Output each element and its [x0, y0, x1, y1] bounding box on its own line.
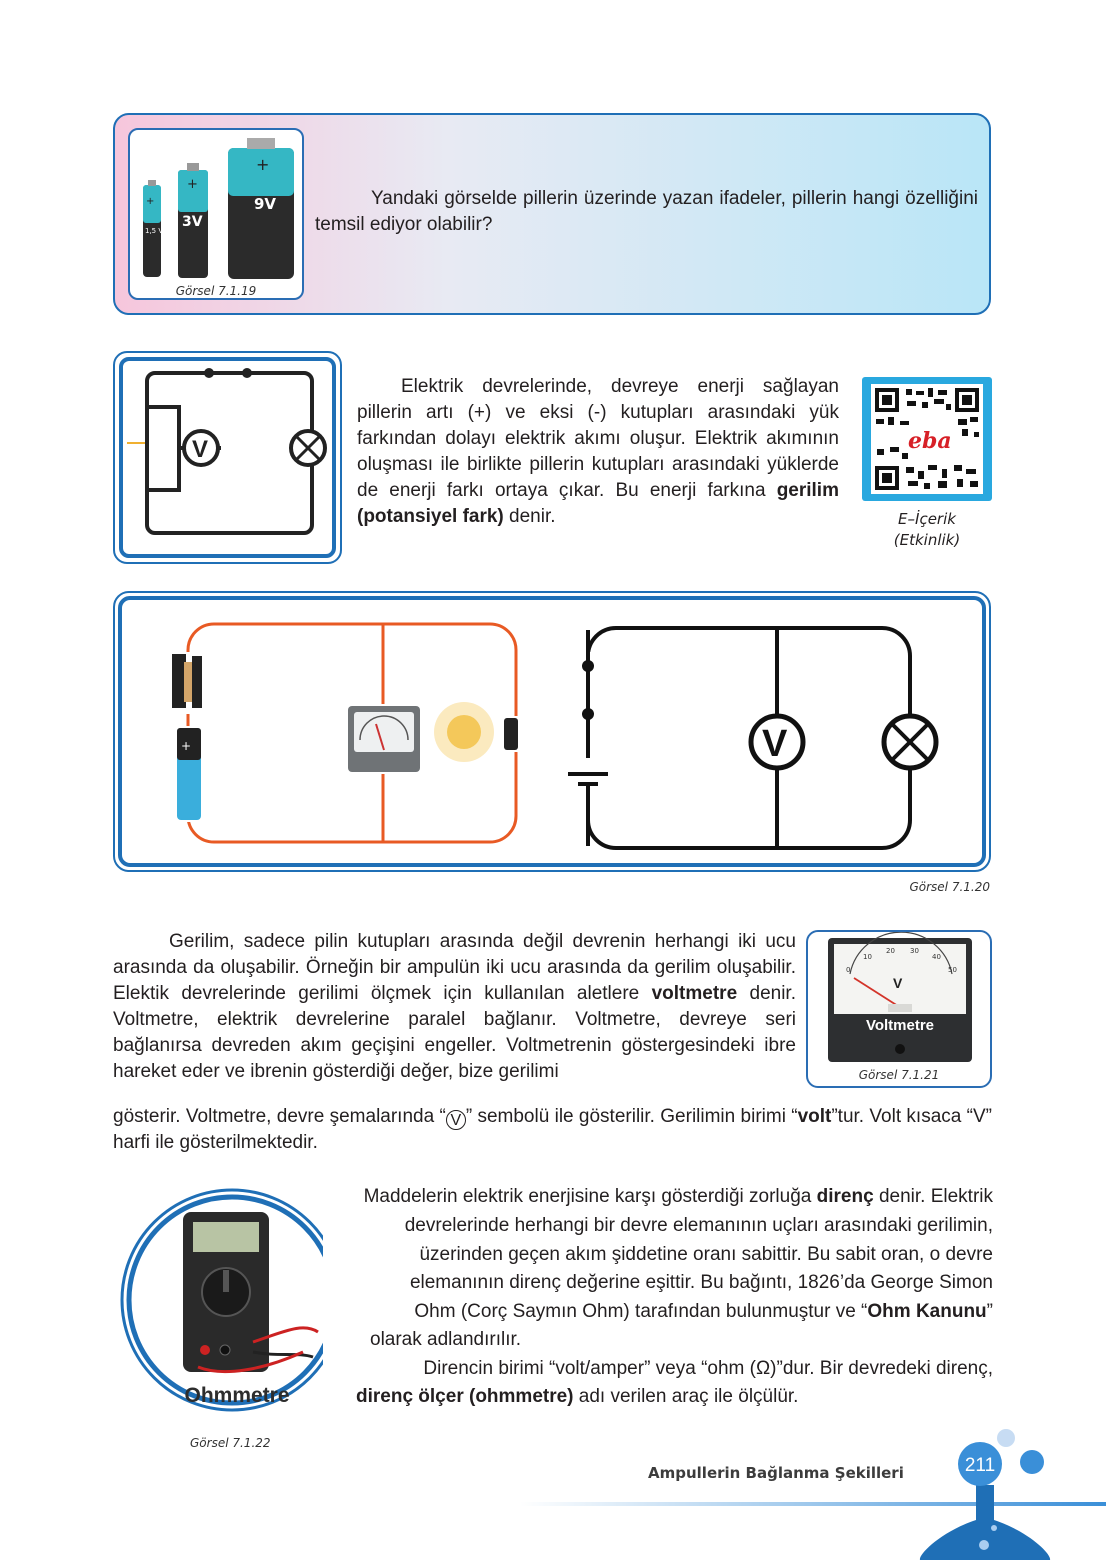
real-and-schematic-circuit	[122, 600, 982, 863]
voltmetre-paragraph-cont: gösterir. Voltmetre, devre şemalarında “ V ” sembolü ile gösterilir. Gerilimin birimi “volt”tur. Volt kısaca “V” harfi ile gösterilmektedir.	[113, 1106, 992, 1153]
inline-voltmeter-symbol: V	[446, 1110, 466, 1130]
direnc-line-5: Ohm (Corç Saymın Ohm) tarafından bulunmuştur ve “Ohm Kanunu”	[414, 1301, 993, 1322]
scale-0: 0	[846, 966, 851, 974]
scale-40: 40	[932, 953, 941, 961]
page-number: 211	[964, 1455, 996, 1476]
qr-code-graphic	[862, 377, 992, 501]
figure-caption: Görsel 7.1.22	[190, 1436, 271, 1450]
direnc-line-6: olarak adlandırılır.	[370, 1329, 522, 1350]
direnc-line-4: elemanının direnç değerine eşittir. Bu bağıntı, 1826’da George Simon	[409, 1272, 993, 1293]
battery1-label: 1,5 V	[145, 227, 164, 235]
scale-10: 10	[863, 953, 872, 961]
figure-caption: Görsel 7.1.21	[858, 1068, 940, 1082]
scale-20: 20	[886, 947, 895, 955]
qr-code[interactable]	[862, 377, 992, 501]
question-text: Yandaki görselde pillerin üzerinde yazan ifadeler, pillerin hangi özelliğini temsil ediyor olabilir?	[315, 188, 978, 235]
battery1-plus: +	[146, 196, 155, 207]
figure-caption: Görsel 7.1.20	[909, 880, 990, 894]
footer-title: Ampullerin Bağlanma Şekilleri	[648, 1464, 904, 1482]
gerilim-term: gerilim (potansiyel fark)	[357, 480, 839, 527]
ohmmetre-figure	[113, 1182, 323, 1422]
ohmmetre-label: Ohmmetre	[184, 1384, 290, 1407]
circuit-figure-inner	[118, 596, 986, 867]
battery2-plus: +	[187, 177, 198, 192]
ohmmetre-term: direnç ölçer (ohmmetre)	[356, 1386, 574, 1407]
volt-term: volt	[797, 1106, 832, 1127]
ohm-kanunu-term: Ohm Kanunu	[867, 1301, 987, 1322]
batteries-illustration	[130, 130, 302, 298]
ohmmetre-photo	[113, 1182, 323, 1422]
voltmeter-symbol: V	[192, 436, 209, 463]
voltmeter-figure	[806, 930, 992, 1088]
direnc-line-2: devrelerinde herhangi bir devre elemanının uçları arasındaki gerilimin,	[404, 1215, 993, 1236]
scale-30: 30	[910, 947, 919, 955]
direnc-line-7: Direncin birimi “volt/amper” veya “ohm (Ω)”dur. Bir devredeki direnç,	[423, 1358, 993, 1379]
battery3-label: 9V	[254, 195, 277, 213]
eba-logo: eba	[908, 428, 952, 454]
voltmeter-label: Voltmetre	[865, 1017, 935, 1034]
direnc-line-8: direnç ölçer (ohmmetre) adı verilen araç ile ölçülür.	[356, 1386, 799, 1407]
direnc-line-3: üzerinden geçen akım şiddetine oranı sabittir. Bu sabit oran, o devre	[419, 1244, 993, 1265]
battery3-plus: +	[256, 155, 270, 174]
battery2-label: 3V	[182, 214, 203, 230]
direnc-line-1: Maddelerin elektrik enerjisine karşı gösterdiği zorluğa direnç denir. Elektrik	[363, 1186, 993, 1207]
direnc-term: direnç	[816, 1186, 874, 1207]
qr-caption: E–İçerik (Etkinlik)	[893, 510, 961, 549]
voltmeter-circuit-diagram	[123, 361, 332, 554]
voltmeter-unit: V	[893, 975, 903, 991]
battery-plus: +	[181, 739, 192, 753]
gerilim-paragraph: Elektrik devrelerinde, devreye enerji sağlayan pillerin artı (+) ve eksi (-) kutupları arasındaki yük farkından dolayı elektrik akımı oluşur. Elektrik akımının oluşması ile birlikte pillerin kutupları arasındaki yüklerde de enerji farkı ortaya çıkar. Bu enerji farkına gerilim (potansiyel fark) denir.	[357, 376, 839, 527]
figure-caption: Görsel 7.1.19	[175, 284, 257, 298]
footer-decoration	[0, 1420, 1106, 1560]
battery-image-frame	[128, 128, 304, 300]
voltmetre-paragraph: Gerilim, sadece pilin kutupları arasında değil devrenin herhangi iki ucu arasında da oluşabilir. Örneğin bir ampulün iki ucu arasında da gerilim oluşabilir. Elektik devrelerinde gerilimi ölçmek için kullanılan aletlere voltmetre denir. Voltmetre, elektrik devrelerine paralel bağlanır. Voltmetre, devreye seri bağlanırsa devreden akım geçişini engeller. Voltmetrenin göstergesindeki ibre hareket eder ve ibrenin gösterdiği değer, bize gerilimi	[113, 931, 796, 1082]
scale-50: 50	[948, 966, 957, 974]
voltmeter-photo	[808, 932, 990, 1086]
schematic-voltmeter-symbol: V	[762, 723, 788, 765]
circuit-diagram-inner	[119, 357, 336, 558]
voltmetre-term: voltmetre	[651, 983, 738, 1004]
